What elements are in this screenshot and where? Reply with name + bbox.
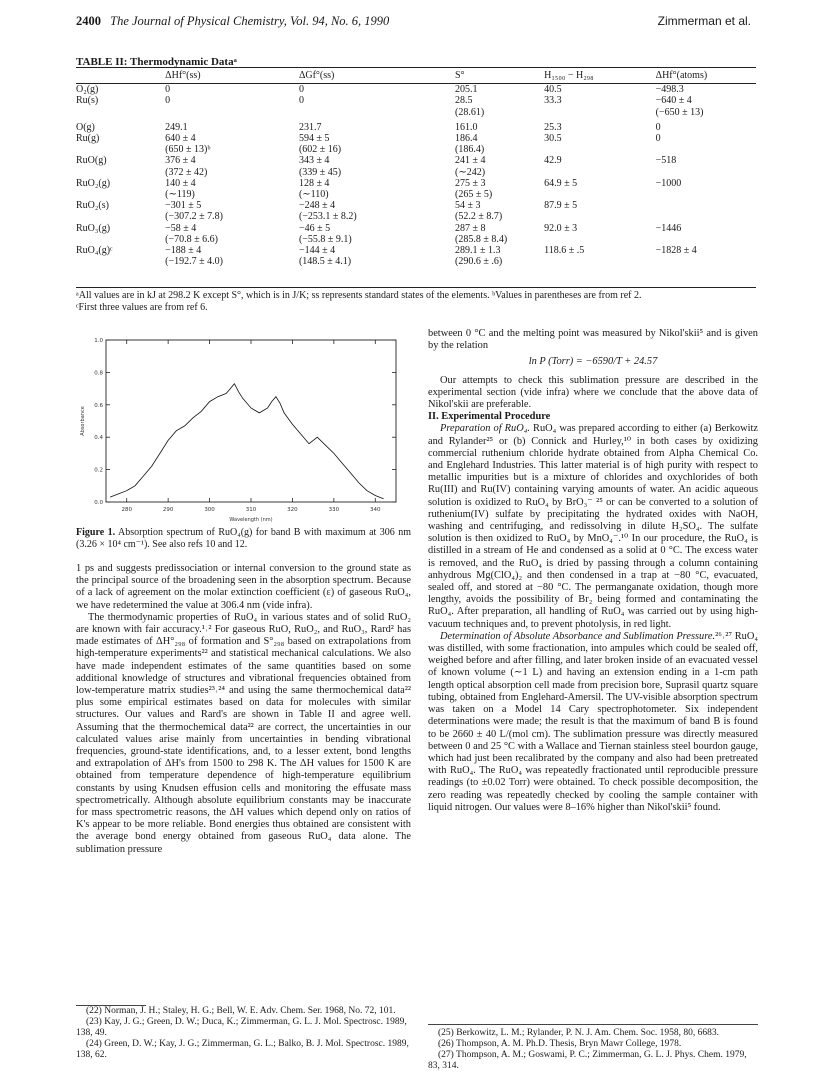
table-cell: 186.4 [455, 133, 478, 145]
table-header-cell: S° [455, 68, 544, 84]
x-tick-label: 340 [370, 507, 381, 513]
table-cell: 54 ± 3 [455, 200, 481, 212]
table-cell: −248 ± 4 [298, 200, 336, 212]
table-cell: 161.0 [455, 121, 478, 133]
table-footnote-a: ᵃAll values are in kJ at 298.2 K except S°, which is in J/K; ss represents standard states of the elements. ᵇValues in parentheses are from ref 2. [76, 290, 642, 301]
y-tick-label: 1.0 [94, 338, 103, 344]
table-cell [544, 167, 655, 178]
table-cell: 231.7 [298, 121, 322, 133]
x-tick-label: 280 [121, 507, 132, 513]
table-cell: (−55.8 ± 9.1) [298, 233, 352, 245]
table-cell: (∼110) [298, 189, 329, 201]
table-cell [656, 234, 756, 245]
x-tick-label: 300 [204, 507, 215, 513]
table-cell: 0 [655, 121, 661, 133]
table-header-row [76, 68, 756, 84]
table-cell: RuO₂(s) [76, 200, 109, 212]
x-tick-label: 310 [245, 507, 257, 513]
table-cell: 30.5 [544, 133, 562, 145]
table-cell: 241 ± 4 [455, 155, 486, 167]
table-cell: −1446 [655, 222, 682, 234]
table-cell: 0 [655, 133, 661, 145]
table-cell: −188 ± 4 [165, 245, 202, 257]
table-cell: −1828 ± 4 [655, 245, 697, 257]
table-cell: 42.9 [544, 155, 562, 167]
table-cell: (−70.8 ± 6.6) [165, 233, 218, 245]
table-cell: 128 ± 4 [298, 177, 330, 189]
left-footnotes [76, 1005, 411, 1061]
table-row [76, 256, 756, 267]
running-authors: Zimmerman et al. [657, 14, 751, 28]
table-cell [544, 256, 655, 267]
table-row [76, 189, 756, 200]
table-cell: 140 ± 4 [165, 177, 196, 189]
table-cell: (52.2 ± 8.7) [455, 211, 503, 223]
table-cell: (372 ± 42) [165, 166, 208, 178]
table-cell [299, 107, 455, 118]
table-cell: (186.4) [455, 144, 485, 156]
table-cell [165, 107, 299, 118]
y-tick-label: 0.4 [94, 435, 103, 442]
table-cell: RuO₄(g)ᶜ [76, 245, 113, 257]
table-cell: −301 ± 5 [165, 200, 202, 212]
table-cell: 249.1 [165, 121, 188, 133]
table-cell: −498.3 [655, 84, 684, 96]
table-cell: (285.8 ± 8.4) [455, 233, 508, 245]
table-cell: (290.6 ± .6) [455, 256, 503, 268]
table-cell: (28.61) [455, 106, 485, 118]
figure-caption [76, 527, 411, 550]
plot-frame [106, 340, 396, 502]
table-cell: (−650 ± 13) [655, 106, 704, 118]
table-cell [656, 144, 756, 155]
table-cell: 640 ± 4 [165, 133, 196, 145]
table-cell [544, 211, 655, 222]
footnote-23: (23) Kay, J. G.; Green, D. W.; Duca, K.; Zimmerman, G. L. J. Mol. Spectrosc. 1989, 138, 49. [76, 1017, 407, 1038]
x-tick-label: 320 [287, 507, 298, 513]
paragraph-thermodynamic: The thermodynamic properties of RuO₄ in various states and of solid RuO₂ are known with fair accuracy.¹˒² For gaseous RuO, RuO₂, and RuO₃, Rard² has made estimates of ΔH°₂₉₈ of formation and S°₂₉₈ based on extrapolations from high-temperature experiments²² and statistical mechanical calculations. We also have made independent estimates of the same quantities based on some additional knowledge of structures and vibrational frequencies obtained from low-temperature matrix studies²³˒²⁴ and using the same thermochemical data²² plus some empirical estimates based on data for molecules with similar structures. Our values and Rard's are shown in Table II and agree well. Assuming that the thermochemical data²² are correct, the uncertainties in our calculated values arise mainly from uncertainties in bending vibrational frequencies, ground-state identifications, and, to a lesser extent, bond lengths and extrapolation of ΔH's from 1500 to 298 K. The ΔH values for 1500 K are obtained from temperature dependence of high-temperature equilibrium constants by using Knudsen effusion cells and monitoring the effusate mass spectrometrically. Although absolute equilibrium constants may be inaccurate for mass spectrometric reasons, the ΔH values which depend only on ratios of K's appear to be more reliable. Bond energies thus obtained are consistent with the average bond energy obtained from gaseous RuO₄ data alone. The sublimation pressure [76, 611, 411, 855]
table-row [76, 200, 756, 211]
table-header-cell [76, 68, 165, 84]
table-cell [544, 107, 655, 118]
table-row [76, 211, 756, 222]
table-cell [76, 167, 165, 178]
table-row [76, 234, 756, 245]
running-header [76, 14, 389, 29]
table-bottom-rule [76, 287, 756, 288]
table-row [76, 133, 756, 144]
table-cell: (−307.2 ± 7.8) [165, 211, 223, 223]
preparation-heading: Preparation of RuO₄. [440, 423, 530, 435]
journal-citation: The Journal of Physical Chemistry, Vol. 94, No. 6, 1990 [110, 14, 390, 28]
table-cell: 205.1 [455, 84, 478, 96]
table-row [76, 167, 756, 178]
table-header-cell: ΔGf°(ss) [299, 68, 455, 84]
y-tick-label: 0.6 [94, 402, 103, 409]
table-cell: RuO₂(g) [76, 177, 111, 189]
table-cell [76, 211, 165, 222]
table-cell [76, 144, 165, 155]
table-cell [544, 189, 655, 200]
y-tick-label: 0.2 [94, 467, 103, 474]
table-cell: 0 [165, 84, 171, 96]
table-cell: (−192.7 ± 4.0) [165, 256, 223, 268]
table-header-cell: ΔHf°(ss) [165, 68, 299, 84]
table-cell: −518 [655, 155, 677, 167]
table-cell: Ru(g) [76, 133, 100, 145]
x-tick-label: 290 [162, 507, 174, 513]
sublimation-equation: ln P (Torr) = −6590/T + 24.57 [528, 356, 658, 368]
table-row [76, 84, 756, 96]
table-row [76, 245, 756, 256]
table-cell: RuO(g) [76, 155, 107, 167]
table-row [76, 223, 756, 234]
table-cell: (339 ± 45) [298, 166, 342, 178]
spectrum-line [110, 384, 384, 499]
table-row [76, 95, 756, 106]
table-cell: 287 ± 8 [455, 222, 486, 234]
table-footnote-c: ᶜFirst three values are from ref 6. [76, 301, 208, 313]
table-cell [656, 189, 756, 200]
table-cell: −144 ± 4 [298, 245, 336, 257]
absorption-spectrum-chart [76, 330, 411, 526]
footnote-25: (25) Berkowitz, L. M.; Rylander, P. N. J. Am. Chem. Soc. 1958, 80, 6683. [438, 1028, 720, 1038]
table-cell: 40.5 [544, 84, 562, 96]
footnote-27: (27) Thompson, A. M.; Goswami, P. C.; Zimmerman, G. L. J. Phys. Chem. 1979, 83, 314. [428, 1050, 747, 1071]
table-cell: RuO₃(g) [76, 222, 111, 234]
table-cell: 64.9 ± 5 [544, 177, 578, 189]
section-heading: II. Experimental Procedure [428, 411, 551, 423]
figure-caption-text: Absorption spectrum of RuO₄(g) for band B with maximum at 306 nm (3.26 × 10⁴ cm⁻¹). See also refs 10 and 12. [76, 527, 411, 550]
x-axis-label: Wavelength (nm) [229, 517, 273, 523]
table-cell: 343 ± 4 [298, 155, 330, 167]
table-footnotes [76, 290, 756, 313]
table-cell: −46 ± 5 [298, 222, 331, 234]
table-cell [656, 200, 756, 211]
figure-label: Figure 1. [76, 527, 116, 538]
table-cell: (650 ± 13)ᵇ [165, 144, 211, 156]
table-header-cell: ΔHf°(atoms) [656, 68, 756, 84]
table-cell [76, 256, 165, 267]
table-cell: 0 [298, 95, 304, 107]
right-column [428, 328, 758, 814]
x-tick-label: 330 [328, 507, 340, 513]
table-row [76, 144, 756, 155]
table-cell: (148.5 ± 4.1) [298, 256, 352, 268]
table-cell: 92.0 ± 3 [544, 222, 578, 234]
table-cell: O(g) [76, 121, 95, 133]
table-cell: (∼242) [455, 166, 486, 178]
table-row [76, 155, 756, 166]
table-row [76, 122, 756, 133]
table-cell: 25.3 [544, 121, 562, 133]
table-cell [544, 144, 655, 155]
paragraph-broadening: 1 ps and suggests predissociation or internal conversion to the ground state as the principal source of the broadening seen in the absorption spectrum. Because of a lack of agreement on the molar extinction coefficient (ε) of gaseous RuO₄, we have redetermined the value at 306.4 nm (vide infra). [76, 563, 411, 611]
table-cell [656, 167, 756, 178]
table-cell [76, 234, 165, 245]
table-caption: TABLE II: Thermodynamic Dataᵃ [76, 56, 237, 68]
thermodynamic-table [76, 68, 756, 267]
paragraph-preparation [428, 423, 758, 630]
table-cell: (265 ± 5) [455, 189, 493, 201]
y-tick-label: 0.0 [94, 500, 103, 506]
table-header-cell: H₁₅₀₀ − H₂₉₈ [544, 68, 655, 84]
table-cell: (602 ± 16) [298, 144, 342, 156]
table-cell: −58 ± 4 [165, 222, 197, 234]
table-row [76, 107, 756, 118]
footnote-26: (26) Thompson, A. M. Ph.D. Thesis, Bryn Mawr College, 1978. [438, 1039, 682, 1049]
table-cell: 289.1 ± 1.3 [455, 245, 501, 257]
footnote-22: (22) Norman, J. H.; Staley, H. G.; Bell, W. E. Adv. Chem. Ser. 1968, No. 72, 101. [86, 1006, 396, 1016]
preparation-text: RuO₄ was prepared according to either (a) Berkowitz and Rylander²⁵ or (b) Connick and Hurley,¹⁰ in both cases by oxidizing commercial ruthenium chloride hydrate obtained from Alpha Chemical Co. and Englehard Industries. This latter material is of high purity with respect to metallic impurities but is a mixture of chlorides and oxychlorides of both Ru(III) and Ru(IV) containing varying amounts of water. An acidic aqueous solution is oxidized to RuO₄ by BrO₃⁻ ²⁵ or can be converted to a solution of ruthenium(IV) sulfate by precipitating the hydrated oxides with NaOH, washing and centrifuging, and redissolving in dilute H₂SO₄. The sulfate solution is then oxidized to RuO₄ by MnO₄⁻.¹⁰ In our procedure, the RuO₄ is distilled in a stream of He and condensed as a solid at 0 °C. The excess water is removed, and the RuO₄ is dried by passing through a column containing anhydrous Mg(ClO₄)₂ and then condensed in a trap at −80 °C, evacuated, sealed off, and stored at −80 °C. The permanganate oxidation, though more lengthy, avoids the possibility of Br₂ being formed and contaminating the RuO₄. After preparation, all handling of RuO₄ was carried out by using high-vacuum techniques and, to prevent photolysis, in red light. [428, 423, 758, 630]
table-cell [544, 234, 655, 245]
footnote-rule-right [428, 1024, 758, 1025]
table-cell: 87.9 ± 5 [544, 200, 578, 212]
table-body [76, 84, 756, 268]
table-cell: −640 ± 4 [655, 95, 692, 107]
table-cell: 376 ± 4 [165, 155, 196, 167]
right-footnotes [428, 1024, 758, 1072]
table-cell: 28.5 [455, 95, 473, 107]
table-cell: 0 [165, 95, 171, 107]
determination-heading: Determination of Absolute Absorbance and Sublimation Pressure. [440, 630, 716, 642]
table-cell [76, 189, 165, 200]
paragraph-sublimation: between 0 °C and the melting point was measured by Nikol'skii⁵ and is given by the relation [428, 328, 758, 352]
table-cell: 118.6 ± .5 [544, 245, 585, 257]
table-cell [76, 107, 165, 118]
y-tick-label: 0.8 [94, 370, 103, 377]
determination-text: ²⁶˒²⁷ RuO₄ was distilled, with some fractionation, into ampules which could be sealed off, weighed before and after filling, and later broken inside of an evacuated vessel of known volume (∼1 L) and having an extension ending in a 1-cm path length optical absorption cell made from precision bore, Suprasil quartz square tubing, obtained from Englehard-Amersil. The UV-visible absorption spectrum was taken on a Model 14 Cary spectrophotometer. Six independent determinations were made; the result is that the maximum of band B is found to be 2660 ± 40 L/(mol cm). The sublimation pressure was directly measured between 0 and 25 °C with a Wallace and Tiernan stainless steel bourdon gauge, which had just been recalibrated by the company and also had been pretreated with RuO₄. The RuO₄ was repeatedly fractionated until reproducible pressure readings (to ±0.02 Torr) were obtained. To check possible decomposition, the zero reading was repeatedly checked by cooling the sample container with liquid nitrogen. Our values were 8–16% higher than Nikol'skii⁵ found. [428, 630, 758, 813]
table-cell: −1000 [655, 177, 682, 189]
table-cell: O₂(g) [76, 84, 99, 96]
table-cell: (−253.1 ± 8.2) [298, 211, 357, 223]
table-cell: (∼119) [165, 189, 195, 201]
table-cell: 594 ± 5 [298, 133, 330, 145]
left-column [76, 563, 411, 856]
table-cell [656, 211, 756, 222]
table-cell: 275 ± 3 [455, 177, 486, 189]
paragraph-determination [428, 631, 758, 814]
footnote-24: (24) Green, D. W.; Kay, J. G.; Zimmerman, G. L.; Balko, B. J. Mol. Spectrosc. 1989, 138, 62. [76, 1039, 409, 1060]
y-axis-label: Absorbance [80, 406, 86, 436]
table-cell: 0 [298, 84, 304, 96]
page-number: 2400 [76, 14, 101, 28]
table-cell: 33.3 [544, 95, 562, 107]
table-cell: Ru(s) [76, 95, 99, 107]
table-cell [656, 256, 756, 267]
paragraph-attempts: Our attempts to check this sublimation pressure are described in the experimental section (vide infra) where we conclude that the above data of Nikol'skii are preferable. [428, 374, 758, 411]
table-row [76, 178, 756, 189]
